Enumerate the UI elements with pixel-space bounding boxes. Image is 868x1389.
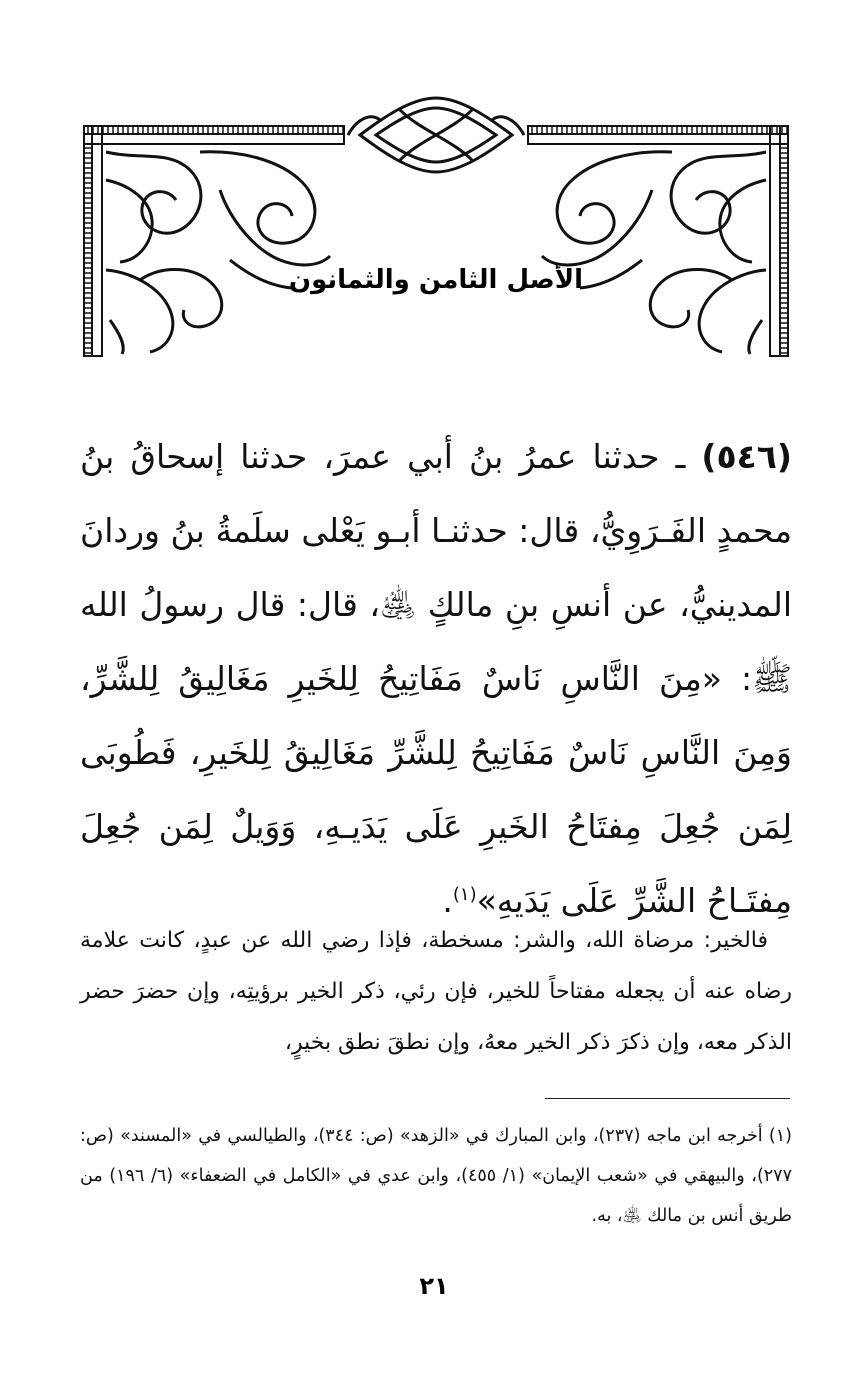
chapter-header (80, 90, 792, 360)
hadith-end-mark: . (442, 881, 453, 920)
header-ornament-frame (80, 90, 792, 360)
chapter-title: الأصل الثامن والثمانون (288, 265, 584, 295)
right-arabesque-ornament (542, 152, 766, 354)
footnotes-block (80, 1116, 792, 1236)
hadith-number: (٥٤٦) (701, 437, 792, 476)
center-knot-ornament (348, 98, 524, 172)
comb-teeth (84, 126, 788, 353)
hadith-paragraph (80, 420, 792, 938)
footnote-1: (١) أخرجه ابن ماجه (٢٣٧)، وابن المبارك في «الزهد» (ص: ٣٤٤)، والطيالسي في «المسند» (ص: ٢٧٧)، والبيهقي في «شعب الإيمان» (١/ ٤٥٥)، وابن عدي في «الكامل في الضعفاء» (٦/ ١٩٦) من طريق أنس بن مالك ﵁، به. (80, 1126, 792, 1226)
footnote-separator (545, 1098, 790, 1099)
commentary-paragraph: فالخير: مرضاة الله، والشر: مسخطة، فإذا رضي الله عن عبدٍ، كانت علامة رضاه عنه أن يجعله مفتاحاً للخير، فإن رئي، ذكر الخير برؤيتِه، وإن حضرَ حضر الذكر معه، وإن ذكرَ ذكر الخير معهُ، وإن نطقَ نطق بخيرٍ، (80, 928, 792, 1055)
page-number: ٢١ (419, 1272, 449, 1300)
footnote-reference[interactable]: (١) (452, 884, 477, 905)
left-arabesque-ornament (106, 152, 330, 354)
commentary-block (80, 915, 792, 1068)
hadith-text-block (80, 420, 792, 938)
hadith-body: ـ حدثنا عمرُ بنُ أبي عمرَ، حدثنا إسحاقُ بنُ محمدٍ الفَـرَوِيُّ، قال: حدثنـا أبـو يَعْلى سلَمةُ بنُ وردانَ المدينيُّ، عن أنسِ بنِ مالكٍ ﵁، قال: قال رسولُ الله ﷺ: «مِنَ النَّاسِ نَاسٌ مَفَاتِيحُ لِلخَيرِ مَغَالِيقُ لِلشَّرِّ، وَمِنَ النَّاسِ نَاسٌ مَفَاتِيحُ لِلشَّرِّ مَغَالِيقُ لِلخَيرِ، فَطُوبَى لِمَن جُعِلَ مِفتَاحُ الخَيرِ عَلَى يَدَيـهِ، وَوَيلٌ لِمَن جُعِلَ مِفتَـاحُ الشَّرِّ عَلَى يَدَيهِ» (80, 437, 792, 920)
